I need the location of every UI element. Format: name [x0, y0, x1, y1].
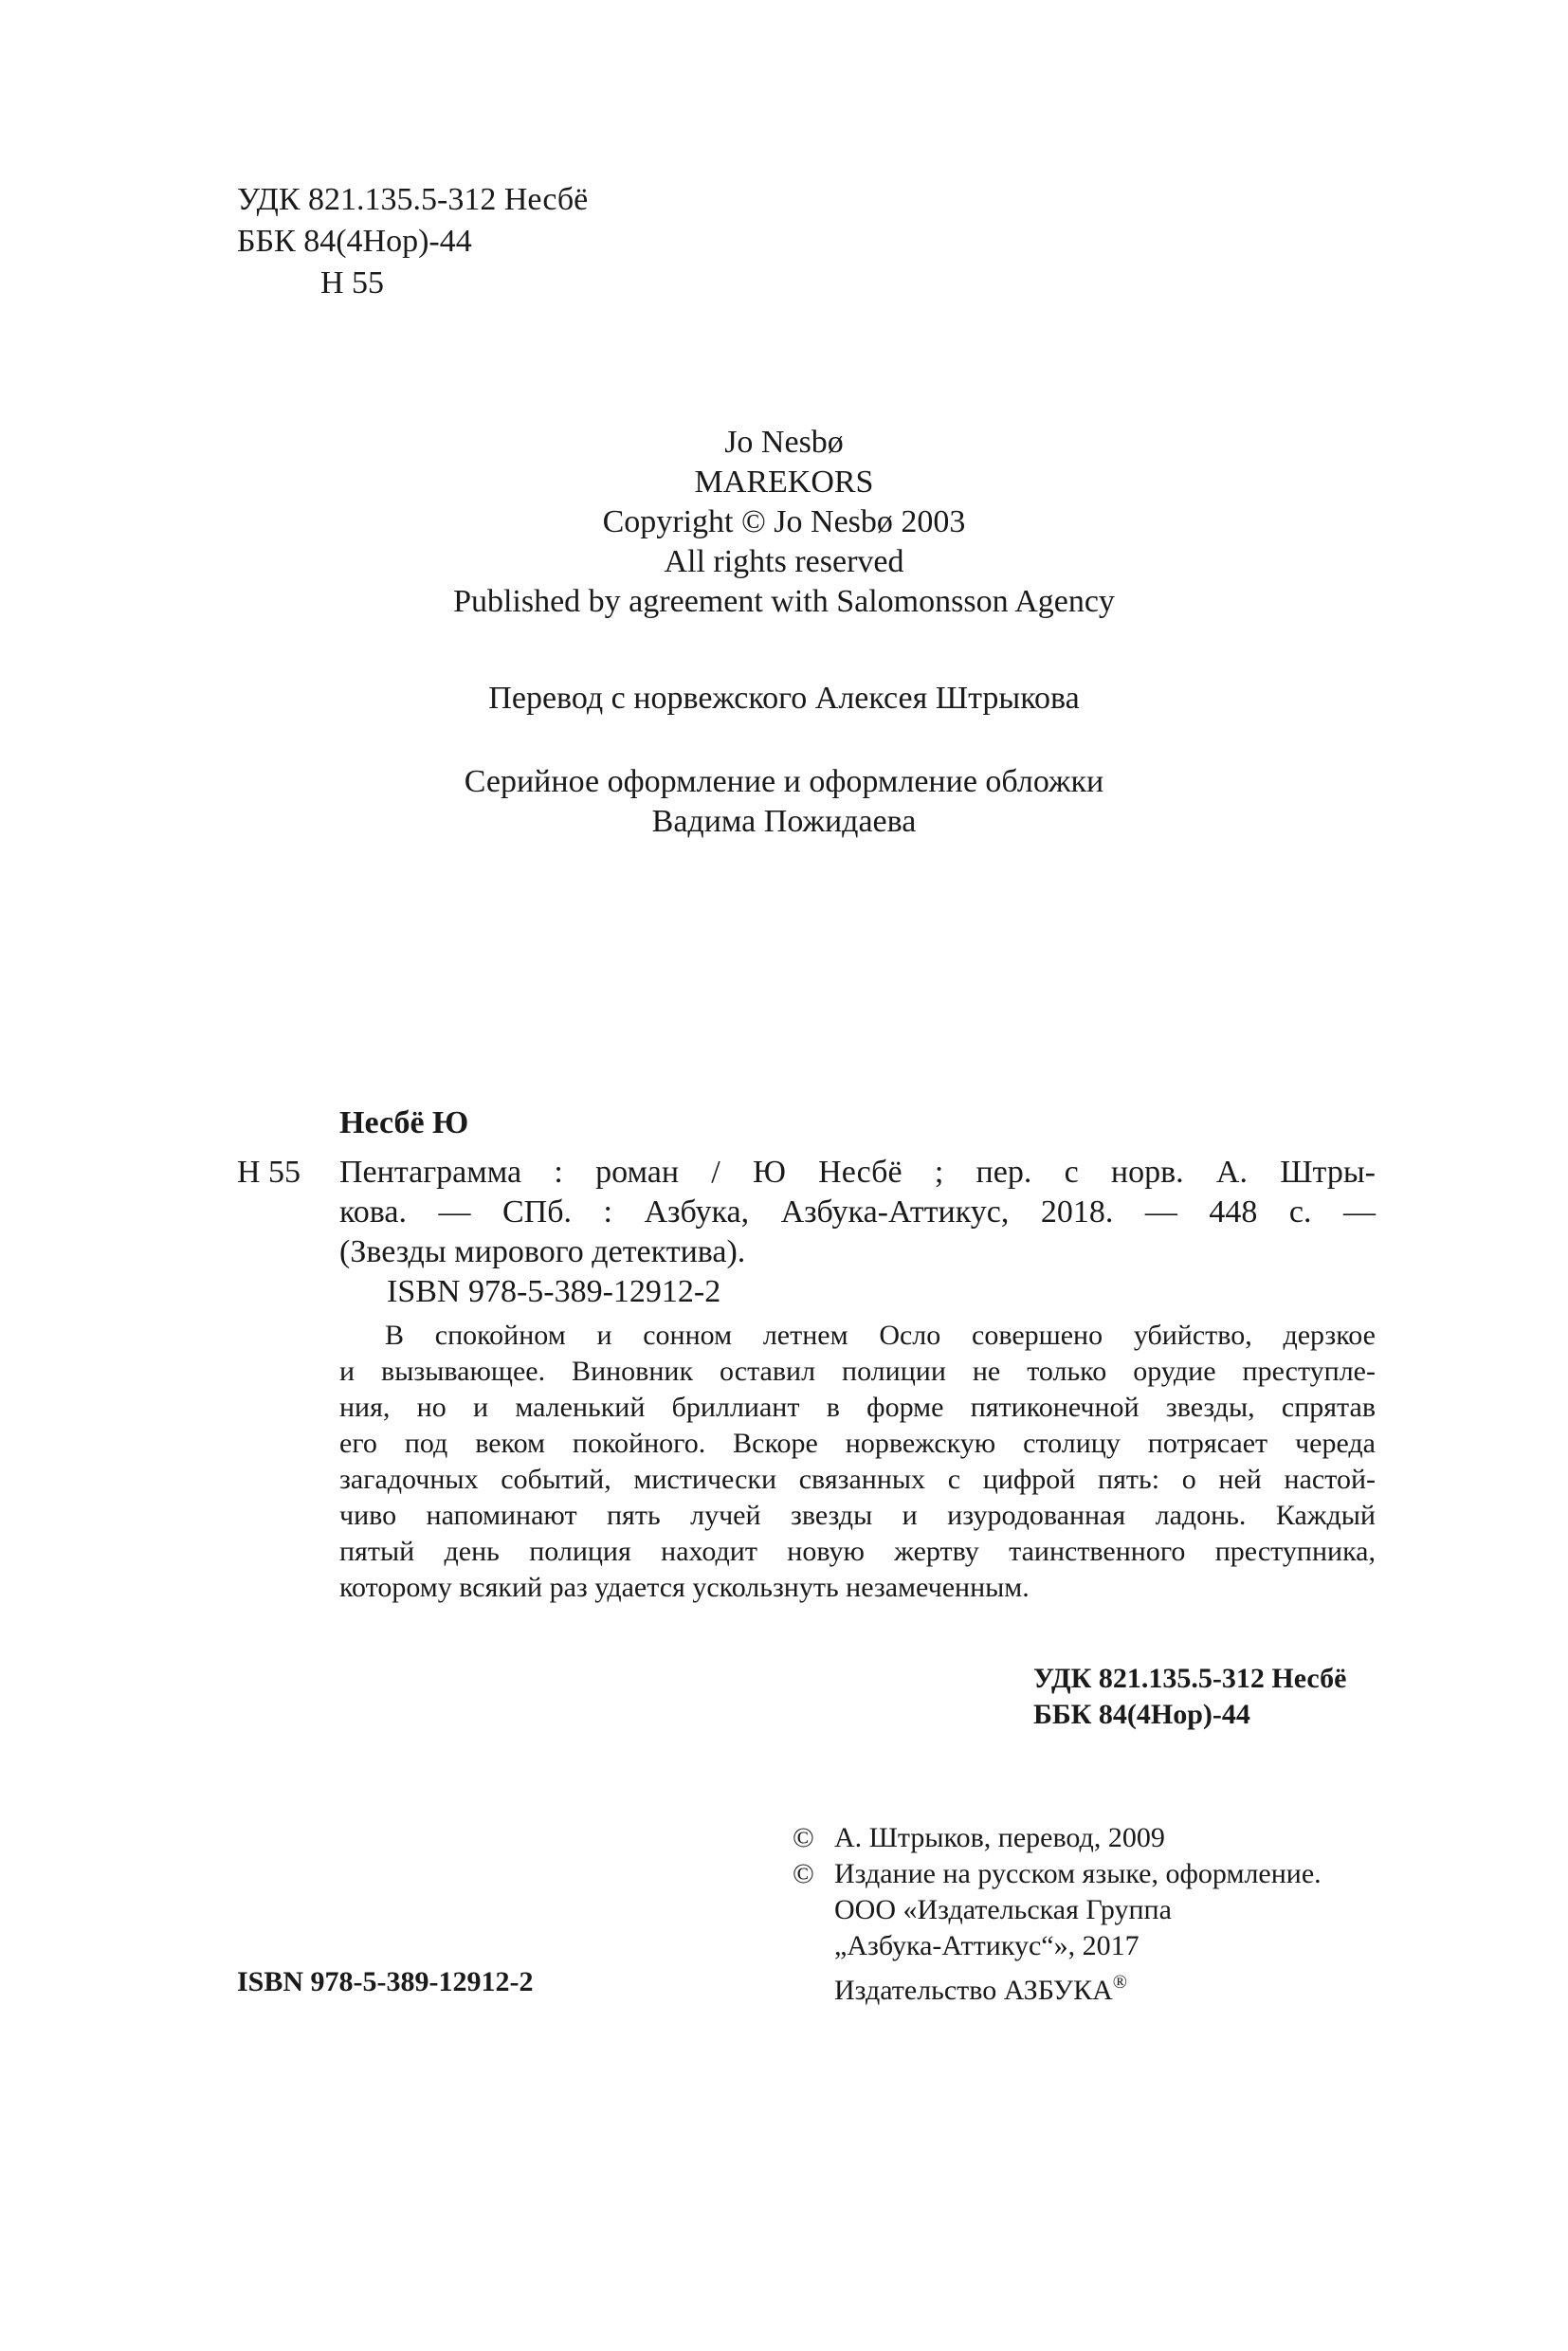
- description-line: кова. — СПб. : Азбука, Азбука-Аттикус, 2018. — 448 с. —: [339, 1194, 1376, 1230]
- annotation-line: и вызывающее. Виновник оставил полиции не только орудие преступле-: [339, 1356, 1376, 1387]
- author-mark-top: Н 55: [320, 265, 385, 301]
- original-copyright: Copyright © Jo Nesbø 2003: [602, 504, 966, 539]
- description-line: Пентаграмма : роман / Ю Несбё ; пер. с норв. А. Штры-: [339, 1155, 1376, 1190]
- translation-credit-block: [0, 679, 1568, 719]
- catalog-author-mark: Н 55: [237, 1155, 301, 1190]
- design-credit-block: [0, 762, 1568, 842]
- original-edition-block: [0, 423, 1568, 622]
- copyright-translation-row: [793, 1820, 1380, 1856]
- annotation-line: его под веком покойного. Вскоре норвежскую столицу потрясает череда: [339, 1428, 1376, 1459]
- original-title: MAREKORS: [694, 465, 874, 500]
- design-credit-line1: Серийное оформление и оформление обложки: [464, 764, 1104, 799]
- bbk-code-top: ББК 84(4Нор)-44: [237, 224, 472, 259]
- copyright-symbol: ©: [793, 1822, 814, 1853]
- annotation-line: чиво напоминают пять лучей звезды и изуродованная ладонь. Каждый: [339, 1500, 1376, 1531]
- annotation: [339, 1318, 1376, 1606]
- agency-agreement: Published by agreement with Salomonsson Agency: [453, 584, 1115, 619]
- annotation-line: загадочных событий, мистически связанных с цифрой пять: о ней настой-: [339, 1464, 1376, 1495]
- description-line: (Звезды мирового детектива).: [339, 1234, 746, 1269]
- catalog-isbn: ISBN 978-5-389-12912-2: [387, 1274, 721, 1309]
- copyright-edition-line2: ООО «Издательская Группа: [834, 1894, 1172, 1925]
- annotation-line: ния, но и маленький бриллиант в форме пятиконечной звезды, спрятав: [339, 1392, 1376, 1423]
- annotation-line: пятый день полиция находит новую жертву таинственного преступника,: [339, 1536, 1376, 1567]
- rights-reserved: All rights reserved: [664, 544, 904, 579]
- udk-code-top: УДК 821.135.5-312 Несбё: [237, 182, 589, 217]
- catalog-codes: [1033, 1661, 1376, 1733]
- bbk-code-card: ББК 84(4Нор)-44: [1033, 1699, 1250, 1730]
- copyright-edition-row: [793, 1856, 1380, 1892]
- copyright-edition-line1: Издание на русском языке, оформление.: [834, 1858, 1322, 1889]
- isbn-bottom: ISBN 978-5-389-12912-2: [237, 1966, 534, 1997]
- annotation-line: которому всякий раз удается ускользнуть незамеченным.: [339, 1572, 1030, 1603]
- original-author: Jo Nesbø: [724, 425, 844, 460]
- annotation-line: В спокойном и сонном летнем Осло совершено убийство, дерзкое: [385, 1320, 1376, 1351]
- registered-mark: ®: [1112, 1972, 1127, 1993]
- copyright-edition-line3: „Азбука-Аттикус“», 2017: [834, 1930, 1140, 1961]
- translation-credit: Перевод с норвежского Алексея Штрыкова: [488, 681, 1080, 716]
- catalog-description: [339, 1153, 1376, 1312]
- copyright-translation: А. Штрыков, перевод, 2009: [834, 1822, 1165, 1853]
- copyright-notices: [793, 1820, 1380, 2009]
- catalog-author-heading: Несбё Ю: [339, 1105, 469, 1140]
- copyright-symbol: ©: [793, 1858, 814, 1889]
- copyright-edition-line4: Издательство АЗБУКА: [834, 1975, 1113, 2006]
- copyright-edition-line4-row: [793, 1964, 1380, 2009]
- design-credit-line2: Вадима Пожидаева: [651, 804, 917, 839]
- udk-code-card: УДК 821.135.5-312 Несбё: [1033, 1663, 1347, 1694]
